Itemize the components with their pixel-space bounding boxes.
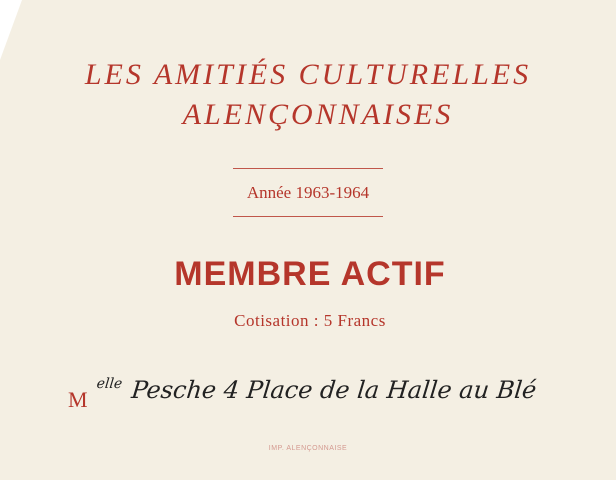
divider-bottom <box>233 216 383 217</box>
association-title-line-1: LES AMITIÉS CULTURELLES <box>84 58 532 91</box>
torn-corner <box>0 0 22 60</box>
handwritten-member-entry <box>95 376 538 404</box>
printer-imprint: IMP. ALENÇONNAISE <box>268 445 348 452</box>
handwritten-address: Pesche 4 Place de la Halle au Blé <box>130 376 538 404</box>
membership-type: MEMBRE ACTIF <box>174 255 446 293</box>
season-year: Année 1963-1964 <box>246 183 370 202</box>
printed-salutation: M <box>68 387 88 412</box>
divider-top <box>233 168 383 169</box>
membership-dues: Cotisation : 5 Francs <box>234 311 386 330</box>
handwritten-title: elle <box>95 376 124 392</box>
association-title-line-2: ALENÇONNAISES <box>182 98 454 131</box>
